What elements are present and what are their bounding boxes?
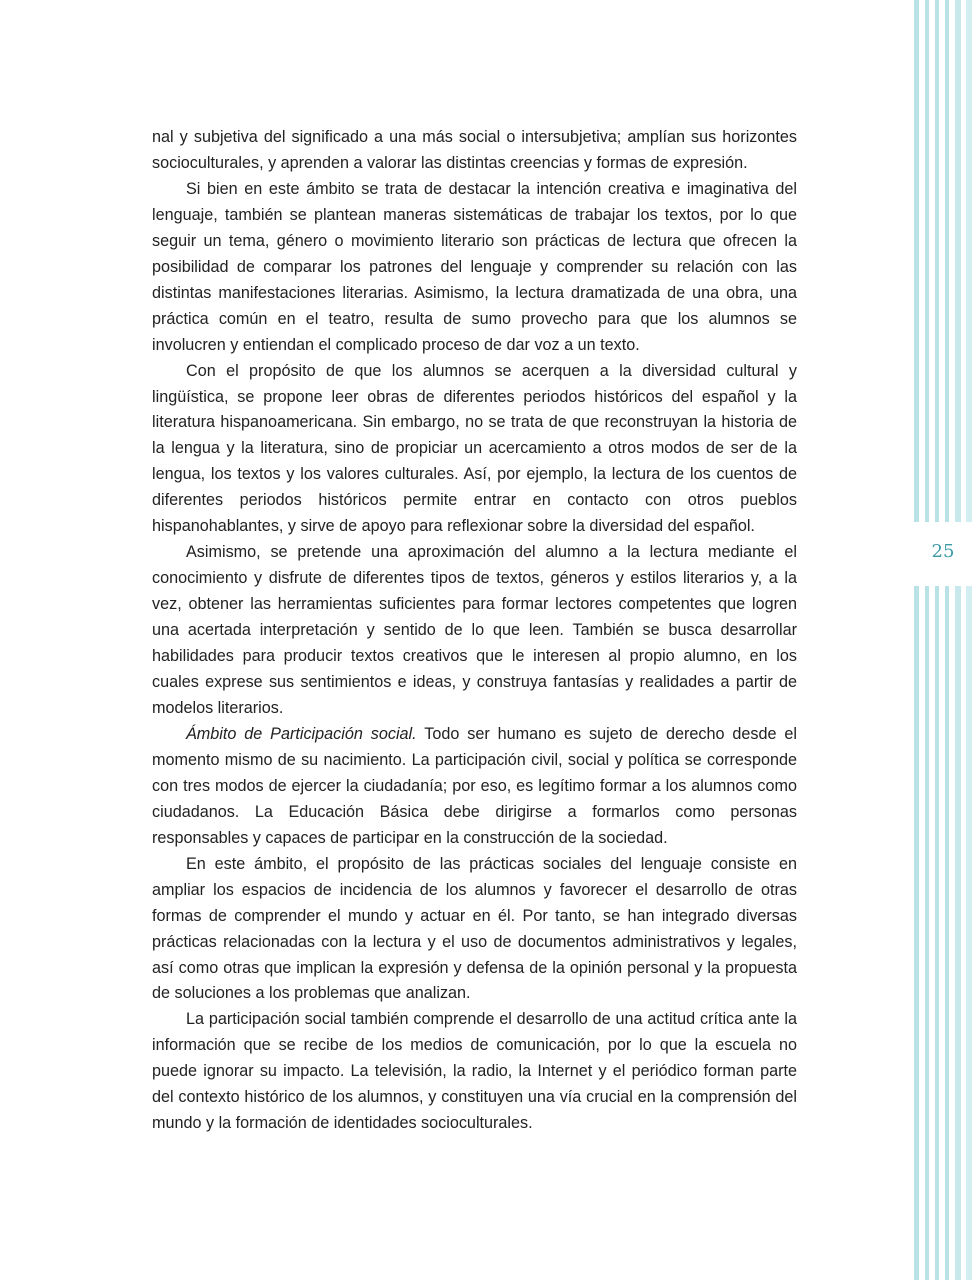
paragraph: En este ámbito, el propósito de las prácticas sociales del lenguaje consiste en ampliar los espacios de incidencia de los alumnos y favorecer el desarrollo de otras formas de comprender el mundo y actuar en él. Por tanto, se han integrado diversas prácticas relacionadas con la lectura y el uso de documentos administrativos y legales, así como otras que implican la expresión y defensa de la opinión personal y la propuesta de soluciones a los problemas que analizan. [152,854,797,1003]
paragraph-text: Todo ser humano es sujeto de derecho desde el momento mismo de su nacimiento. La participación civil, social y política se corresponde con tres modos de ejercer la ciudadanía; por eso, es legítimo formar a los alumnos como ciudadanos. La Educación Básica debe dirigirse a formarlos como personas responsables y capaces de participar en la construcción de la sociedad. [152,724,797,847]
paragraph-participacion-social [152,722,797,852]
margin-stripe [945,0,949,1280]
margin-stripe [966,0,972,1280]
margin-stripe [914,0,919,1280]
paragraph: Asimismo, se pretende una aproximación del alumno a la lectura mediante el conocimiento y disfrute de diferentes tipos de textos, géneros y estilos literarios y, a la vez, obtener las herramientas suficientes para formar lectores competentes que logren una acertada interpretación y sentido de lo que leen. También se busca desarrollar habilidades para producir textos creativos que le interesen al propio alumno, en los cuales exprese sus sentimientos e ideas, y construya fantasías y realidades a partir de modelos literarios. [152,543,797,717]
paragraph: La participación social también comprende el desarrollo de una actitud crítica ante la información que se recibe de los medios de comunicación, por lo que la escuela no puede ignorar su impacto. La televisión, la radio, la Internet y el periódico forman parte del contexto histórico de los alumnos, y constituyen una vía crucial en la comprensión del mundo y la formación de identidades socioculturales. [152,1010,797,1133]
margin-stripe [935,0,939,1280]
decorative-margin-stripes [914,0,972,1280]
paragraph: Si bien en este ámbito se trata de destacar la intención creativa e imaginativa del lenguaje, también se plantean maneras sistemáticas de trabajar los textos, por lo que seguir un tema, género o movimiento literario son prácticas de lectura que ofrecen la posibilidad de comparar los patrones del lenguaje y comprender su relación con las distintas manifestaciones literarias. Asimismo, la lectura dramatizada de una obra, una práctica común en el teatro, resulta de sumo provecho para que los alumnos se involucren y entiendan el complicado proceso de dar voz a un texto. [152,179,797,354]
margin-stripe [955,0,961,1280]
paragraph-continuation: nal y subjetiva del significado a una más social o intersubjetiva; amplían sus horizontes socioculturales, y aprenden a valorar las distintas creencias y formas de expresión. [152,128,797,172]
page-number: 25 [931,541,955,562]
margin-stripe [925,0,929,1280]
section-heading-participacion-social: Ámbito de Participación social. [186,724,417,743]
paragraph: Con el propósito de que los alumnos se acerquen a la diversidad cultural y lingüística, se propone leer obras de diferentes periodos históricos del español y la literatura hispanoamericana. Sin embargo, no se trata de que reconstruyan la historia de la lengua y la literatura, sino de propiciar un acercamiento a otros modos de ser de la lengua, los textos y los valores culturales. Así, por ejemplo, la lectura de los cuentos de diferentes periodos históricos permite entrar en contacto con otros pueblos hispanohablantes, y sirve de apoyo para reflexionar sobre la diversidad del español. [152,361,797,536]
body-text [152,125,797,1137]
